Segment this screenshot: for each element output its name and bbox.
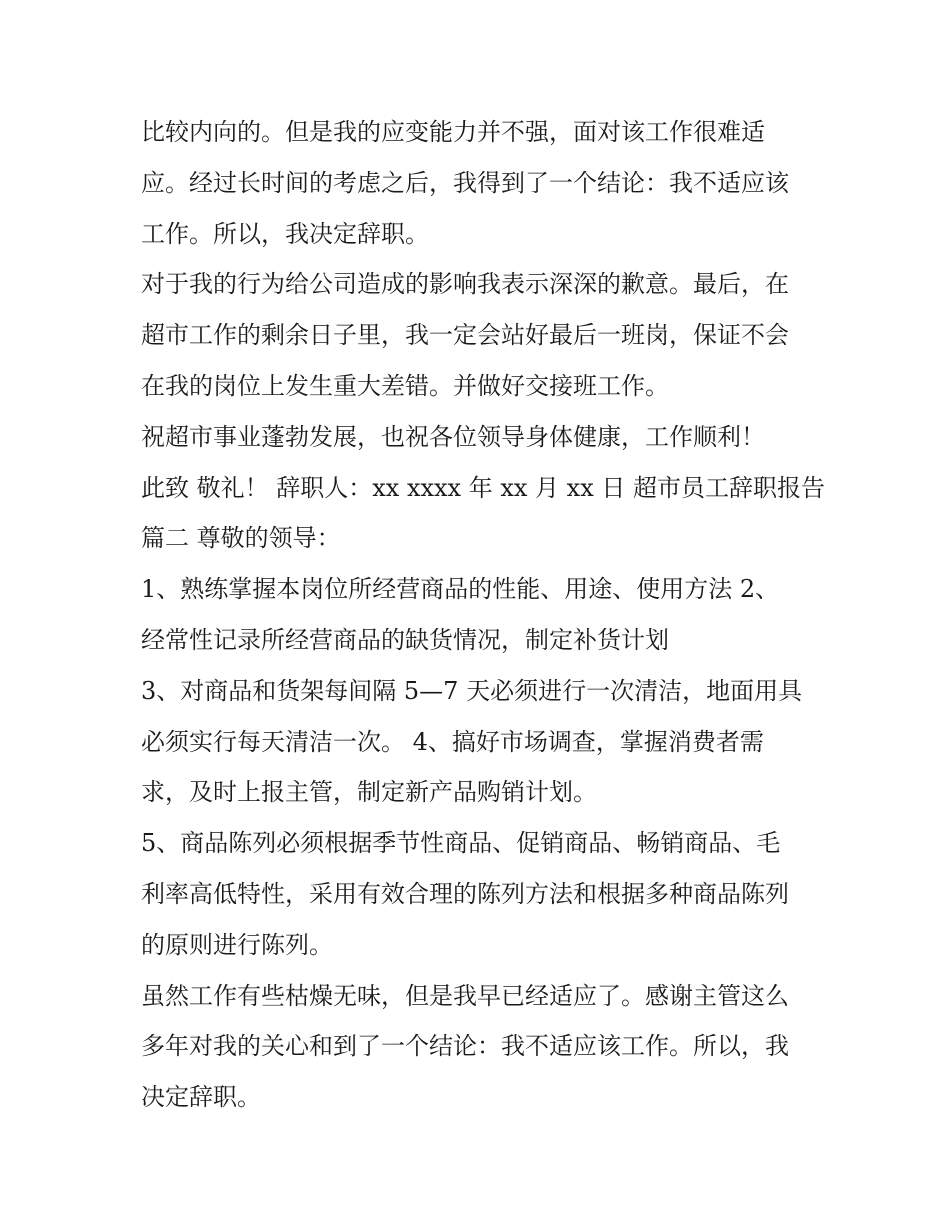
text-line-14: 求，及时上报主管，制定新产品购销计划。 xyxy=(141,778,597,807)
text-line-17: 的原则进行陈列。 xyxy=(141,930,333,959)
text-line-3: 工作。所以，我决定辞职。 xyxy=(141,219,429,248)
text-line-20: 决定辞职。 xyxy=(141,1083,261,1112)
text-line-6: 在我的岗位上发生重大差错。并做好交接班工作。 xyxy=(141,371,669,400)
document-body xyxy=(141,107,826,1123)
text-line-19: 多年对我的关心和到了一个结论：我不适应该工作。所以，我 xyxy=(141,1032,789,1061)
text-line-7: 祝超市事业蓬勃发展，也祝各位领导身体健康，工作顺利！ xyxy=(141,422,765,451)
text-line-10: 1、熟练掌握本岗位所经营商品的性能、用途、使用方法 2、 xyxy=(141,575,780,604)
text-line-1: 比较内向的。但是我的应变能力并不强，面对该工作很难适 xyxy=(141,118,765,146)
text-line-4: 对于我的行为给公司造成的影响我表示深深的歉意。最后，在 xyxy=(141,270,789,299)
text-line-2: 应。经过长时间的考虑之后，我得到了一个结论：我不适应该 xyxy=(141,168,789,197)
text-line-16: 利率高低特性，采用有效合理的陈列方法和根据多种商品陈列 xyxy=(141,879,789,908)
text-line-9: 篇二 尊敬的领导： xyxy=(141,524,341,553)
text-line-12: 3、对商品和货架每间隔 5—7 天必须进行一次清洁，地面用具 xyxy=(141,676,803,705)
text-line-13: 必须实行每天清洁一次。 4、搞好市场调查，掌握消费者需 xyxy=(141,727,764,756)
text-line-5: 超市工作的剩余日子里，我一定会站好最后一班岗，保证不会 xyxy=(141,321,789,350)
text-line-11: 经常性记录所经营商品的缺货情况，制定补货计划 xyxy=(141,625,669,654)
text-line-15: 5、商品陈列必须根据季节性商品、促销商品、畅销商品、毛 xyxy=(141,829,781,858)
text-line-18: 虽然工作有些枯燥无味，但是我早已经适应了。感谢主管这么 xyxy=(141,981,789,1010)
text-line-8: 此致 敬礼！ 辞职人：xx xxxx 年 xx 月 xx 日 超市员工辞职报告 xyxy=(141,473,826,502)
